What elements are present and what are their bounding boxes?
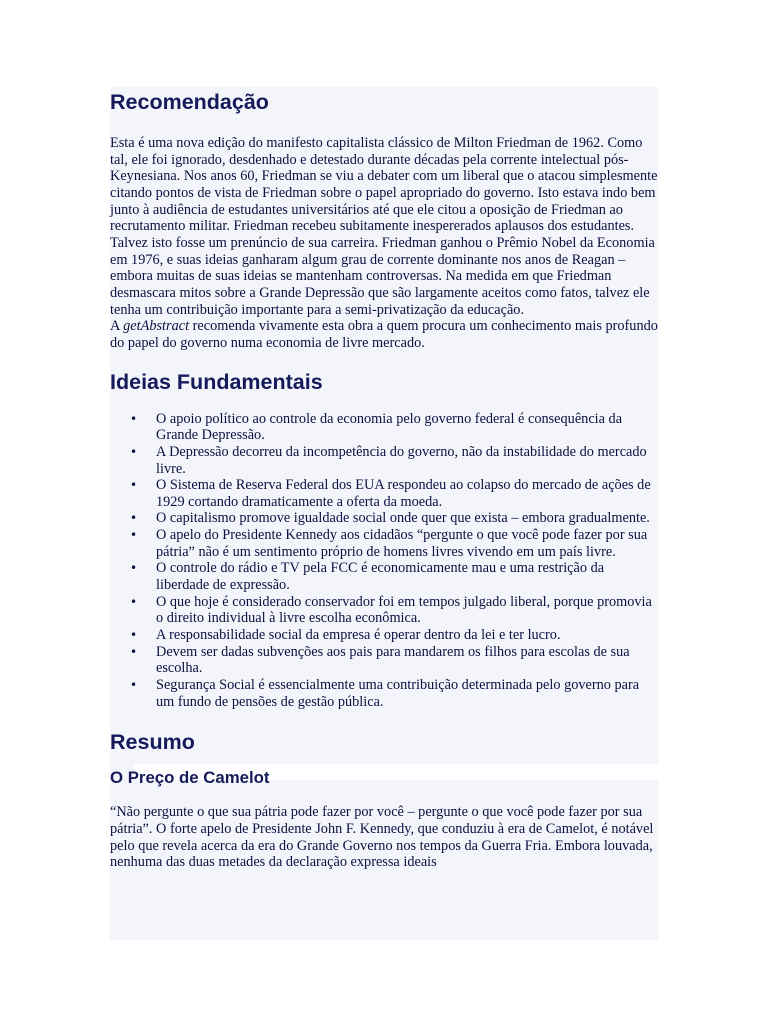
list-item bbox=[110, 677, 658, 710]
section-title-ideias: Ideias Fundamentais bbox=[110, 369, 323, 394]
bullet-icon: • bbox=[130, 528, 138, 543]
list-item bbox=[110, 527, 658, 560]
text-prefix: A bbox=[110, 318, 120, 335]
list-item-text: A Depressão decorreu da incompetência do governo, não da instabilidade do mercado livre. bbox=[156, 443, 647, 477]
summary-paragraph: “Não pergunte o que sua pátria pode fazer por você – pergunte o que você pode fazer por sua pátria”. O forte apelo de Presidente John F. Kennedy, que conduziu à era de Camelot, é notável pelo que revela acerca da era do Grande Governo nos tempos da Guerra Fria. Embora louvada, nenhuma das duas metades da declaração expressa ideais bbox=[110, 804, 654, 871]
bullet-icon: • bbox=[130, 478, 138, 493]
bullet-icon: • bbox=[130, 678, 138, 693]
bullet-icon: • bbox=[130, 561, 138, 576]
recommendation-paragraph: Esta é uma nova edição do manifesto capitalista clássico de Milton Friedman de 1962. Como tal, ele foi ignorado, desdenhado e detestado durante décadas pela corrente intelectual pós-Keynesiana. Nos anos 60, Friedman se viu a debater com um liberal que o atacou simplesmente citando pontos de vista de Friedman sobre o papel apropriado do governo. Isto estava indo bem junto à audiência de estudantes universitários até que ele citou a oposição de Friedman ao recrutamento militar. Friedman recebeu subitamente inespererados aplausos dos estudantes. Talvez isto fosse um prenúncio de sua carreira. Friedman ganhou o Prêmio Nobel da Economia em 1976, e suas ideias ganharam algum grau de corrente dominante nos anos de Reagan – embora muitas de suas ideias se mantenham controversas. Na medida em que Friedman desmascara mitos sobre a Grande Depressão que são largamente aceitos como fatos, talvez ele tenha um contribuição importante para a semi-privatização da educação. bbox=[110, 135, 658, 318]
list-item bbox=[110, 627, 658, 644]
bullet-icon: • bbox=[130, 511, 138, 526]
bullet-icon: • bbox=[130, 628, 138, 643]
bullet-icon: • bbox=[130, 594, 138, 609]
bullet-icon: • bbox=[130, 411, 138, 426]
list-item-text: O apoio político ao controle da economia pelo governo federal é consequência da Grande Depressão. bbox=[156, 410, 623, 444]
list-item bbox=[110, 411, 658, 444]
section-title-resumo: Resumo bbox=[110, 730, 195, 755]
bullet-icon: • bbox=[130, 644, 138, 659]
bullet-icon: • bbox=[130, 444, 138, 459]
list-item bbox=[110, 644, 658, 677]
list-item-text: O que hoje é considerado conservador foi em tempos julgado liberal, porque promovia o direito individual à livre escolha econômica. bbox=[156, 593, 652, 627]
list-item bbox=[110, 510, 658, 527]
list-item-text: O controle do rádio e TV pela FCC é economicamente mau e uma restrição da liberdade de expressão. bbox=[156, 560, 605, 594]
section-title-recomendacao: Recomendação bbox=[110, 90, 269, 114]
recommendation-paragraph-getabstract bbox=[110, 318, 658, 351]
list-item-text: Devem ser dadas subvenções aos pais para mandarem os filhos para escolas de sua escolha. bbox=[156, 643, 630, 677]
list-item bbox=[110, 444, 658, 477]
list-item bbox=[110, 594, 658, 627]
list-item-text: A responsabilidade social da empresa é operar dentro da lei e ter lucro. bbox=[156, 627, 561, 644]
getabstract-brand: getAbstract bbox=[123, 318, 190, 335]
list-item-text: Segurança Social é essencialmente uma contribuição determinada pelo governo para um fundo de pensões de gestão pública. bbox=[156, 677, 640, 710]
document-page bbox=[110, 86, 658, 871]
list-item-text: O capitalismo promove igualdade social onde quer que exista – embora gradualmente. bbox=[156, 510, 650, 527]
list-item-text: O Sistema de Reserva Federal dos EUA respondeu ao colapso do mercado de ações de 1929 cortando dramaticamente a oferta da moeda. bbox=[156, 477, 651, 510]
subsection-title: O Preço de Camelot bbox=[110, 768, 270, 788]
list-item-text: O apelo do Presidente Kennedy aos cidadãos “pergunte o que você pode fazer por sua pátria” não é um sentimento próprio de homens livres vivendo em um país livre. bbox=[156, 527, 648, 560]
text-rest: recomenda vivamente esta obra a quem procura um conhecimento mais profundo do papel do governo numa economia de livre mercado. bbox=[110, 318, 658, 351]
key-ideas-list bbox=[110, 411, 658, 711]
list-item bbox=[110, 560, 658, 593]
list-item bbox=[110, 477, 658, 510]
